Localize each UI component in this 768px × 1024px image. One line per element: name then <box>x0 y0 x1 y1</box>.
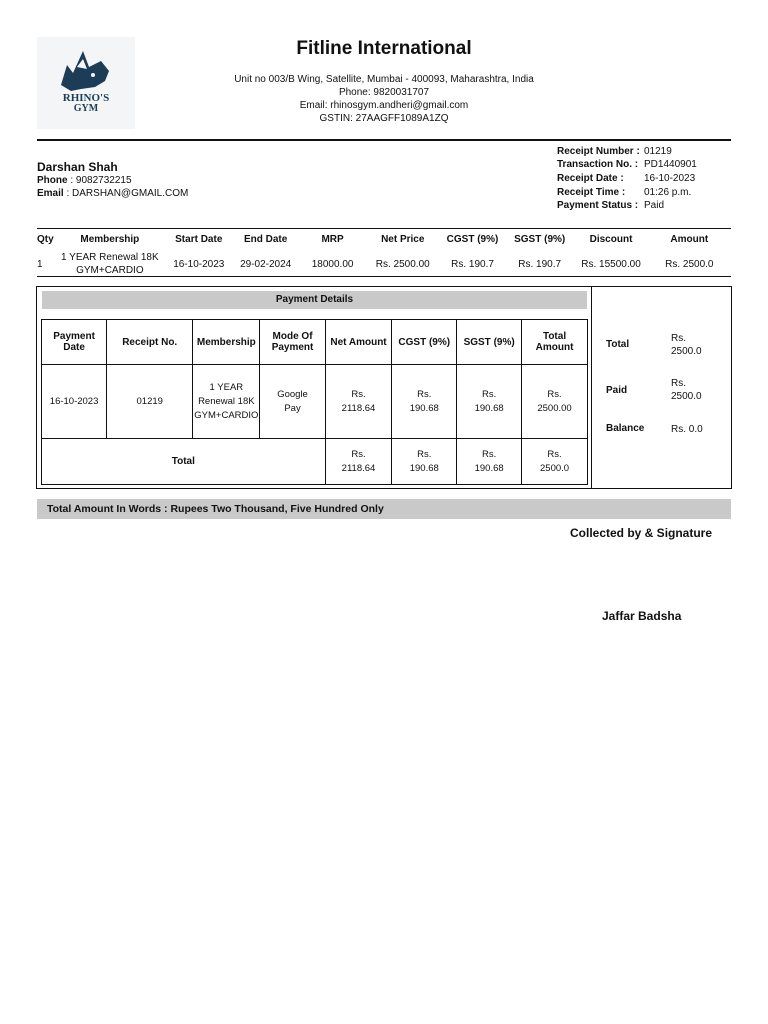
item-cgst: Rs. 190.7 <box>451 258 494 270</box>
col-qty: Qty <box>37 234 54 245</box>
customer-email-value: DARSHAN@GMAIL.COM <box>72 188 189 199</box>
customer-email-label: Email <box>37 188 64 199</box>
summary-balance-value: Rs. 0.0 <box>671 424 703 435</box>
item-sgst: Rs. 190.7 <box>518 258 562 270</box>
pay-total-net: Rs. 2118.64 <box>325 439 392 485</box>
item-membership: 1 YEAR Renewal 18K GYM+CARDIO <box>61 252 159 276</box>
pay-col-date: Payment Date <box>42 320 107 365</box>
summary-paid-value: Rs. 2500.0 <box>671 378 702 402</box>
col-sgst: SGST (9%) <box>514 234 566 245</box>
logo-text-line1: RHINO'S <box>62 92 110 104</box>
item-amount: Rs. 2500.0 <box>665 258 714 270</box>
col-discount: Discount <box>589 234 633 245</box>
amount-in-words: Total Amount In Words : Rupees Two Thousand, Five Hundred Only <box>47 503 384 515</box>
col-end-date: End Date <box>243 234 288 245</box>
col-net-price: Net Price <box>381 234 425 245</box>
item-qty: 1 <box>37 258 43 270</box>
pay-receipt-no: 01219 <box>107 365 193 439</box>
company-gstin: GSTIN: 27AAGFF1089A1ZQ <box>319 113 449 124</box>
item-net-price: Rs. 2500.00 <box>375 258 430 270</box>
receipt-number-label: Receipt Number : <box>557 146 640 157</box>
payment-status-label: Payment Status : <box>557 200 639 211</box>
pay-total-sgst: Rs. 190.68 <box>457 439 522 485</box>
rhino-head-logo <box>37 37 135 129</box>
receipt-number-value: 01219 <box>644 146 672 157</box>
transaction-no-value: PD1440901 <box>644 159 697 170</box>
table-row <box>37 249 731 279</box>
gym-logo <box>37 37 135 129</box>
item-mrp: 18000.00 <box>311 258 354 270</box>
summary-total-label: Total <box>606 339 630 350</box>
item-end-date: 29-02-2024 <box>240 258 292 270</box>
payment-status-value: Paid <box>644 200 665 211</box>
pay-cgst: Rs. 190.68 <box>392 365 457 439</box>
pay-col-membership: Membership <box>193 320 260 365</box>
pay-col-sgst: SGST (9%) <box>457 320 522 365</box>
amount-in-words-bar <box>37 499 731 519</box>
item-discount: Rs. 15500.00 <box>581 258 641 270</box>
logo-text-line2: GYM <box>73 103 99 114</box>
payment-details-title: Payment Details <box>42 291 587 309</box>
items-divider-bottom <box>37 276 731 277</box>
pay-col-total: Total Amount <box>522 320 588 365</box>
receipt-time-value: 01:26 p.m. <box>644 187 692 198</box>
col-mrp: MRP <box>321 234 344 245</box>
items-divider-top <box>37 228 731 229</box>
items-table <box>37 233 731 279</box>
receipt-time-label: Receipt Time : <box>557 187 626 198</box>
receipt-date-value: 16-10-2023 <box>644 173 696 184</box>
table-row <box>42 365 588 439</box>
col-start-date: Start Date <box>175 234 223 245</box>
collector-name: Jaffar Badsha <box>602 609 682 623</box>
col-cgst: CGST (9%) <box>446 234 499 245</box>
pay-mode: Google Pay <box>260 365 325 439</box>
items-header-row <box>37 233 731 249</box>
col-amount: Amount <box>670 234 709 245</box>
summary-balance-label: Balance <box>606 423 645 434</box>
receipt-date-label: Receipt Date : <box>557 173 624 184</box>
payment-table <box>41 319 588 485</box>
customer-email: Email : DARSHAN@GMAIL.COM <box>37 188 189 199</box>
pay-total-amount: Rs. 2500.00 <box>522 365 588 439</box>
payment-header-row <box>42 320 588 365</box>
pay-col-receipt: Receipt No. <box>107 320 193 365</box>
pay-total-label: Total <box>42 439 326 485</box>
header-divider <box>37 139 731 141</box>
customer-phone-value: 9082732215 <box>75 175 132 186</box>
summary-paid-label: Paid <box>606 385 628 396</box>
pay-net-amount: Rs. 2118.64 <box>325 365 392 439</box>
item-start-date: 16-10-2023 <box>173 258 225 270</box>
company-name: Fitline International <box>296 38 472 59</box>
pay-date: 16-10-2023 <box>42 365 107 439</box>
pay-total-amount: Rs. 2500.0 <box>522 439 588 485</box>
col-membership: Membership <box>80 234 140 245</box>
summary-total-value: Rs. 2500.0 <box>671 333 702 357</box>
customer-phone-label: Phone <box>37 175 68 186</box>
pay-col-net: Net Amount <box>325 320 392 365</box>
company-email: Email: rhinosgym.andheri@gmail.com <box>299 100 469 111</box>
pay-membership: 1 YEAR Renewal 18K GYM+CARDIO <box>193 365 260 439</box>
pay-total-cgst: Rs. 190.68 <box>392 439 457 485</box>
collected-by-label: Collected by & Signature <box>570 526 713 540</box>
pay-col-cgst: CGST (9%) <box>392 320 457 365</box>
payment-total-row <box>42 439 588 485</box>
customer-phone: Phone : 9082732215 <box>37 175 132 186</box>
transaction-no-label: Transaction No. : <box>557 159 639 170</box>
pay-col-mode: Mode Of Payment <box>260 320 325 365</box>
customer-name: Darshan Shah <box>37 160 118 174</box>
company-address: Unit no 003/B Wing, Satellite, Mumbai - 400093, Maharashtra, India <box>234 74 534 85</box>
payment-box-divider <box>591 286 592 489</box>
pay-sgst: Rs. 190.68 <box>457 365 522 439</box>
company-phone: Phone: 9820031707 <box>338 87 430 98</box>
